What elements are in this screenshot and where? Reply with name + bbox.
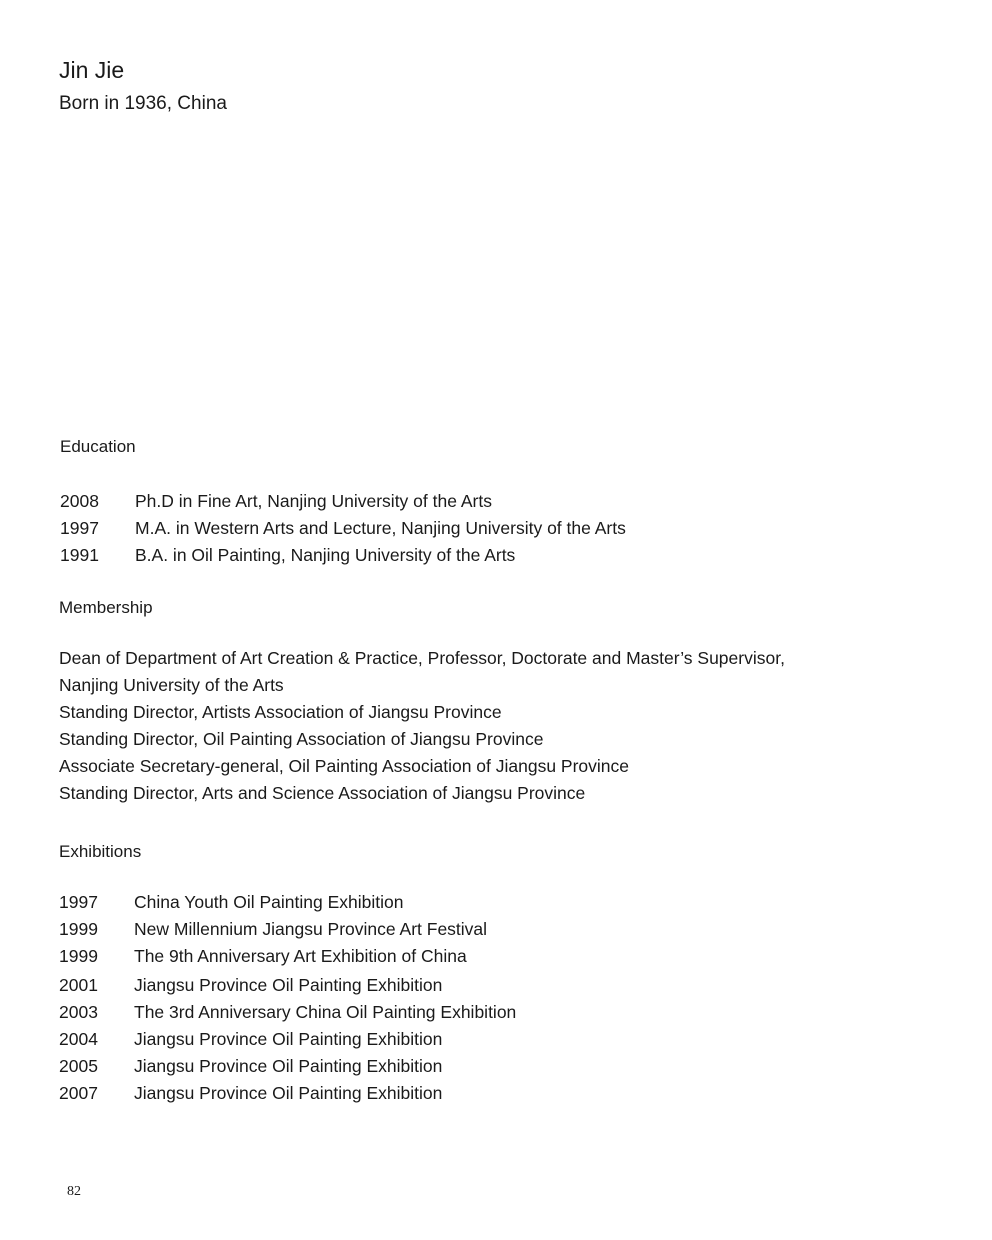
exhibition-year: 2007 [59,1083,98,1103]
membership-line: Standing Director, Oil Painting Association of Jiangsu Province [59,729,544,749]
education-year: 2008 [60,491,99,511]
exhibition-text: The 9th Anniversary Art Exhibition of China [134,946,467,966]
membership-line: Dean of Department of Art Creation & Practice, Professor, Doctorate and Master’s Supervisor, [59,648,785,668]
membership-line: Standing Director, Artists Association of Jiangsu Province [59,702,502,722]
exhibition-text: China Youth Oil Painting Exhibition [134,892,404,912]
page-number: 82 [67,1184,81,1199]
exhibition-text: Jiangsu Province Oil Painting Exhibition [134,1029,443,1049]
exhibition-text: Jiangsu Province Oil Painting Exhibition [134,1056,443,1076]
exhibition-year: 1999 [59,919,98,939]
birth-info: Born in 1936, China [59,93,227,114]
exhibition-year: 2004 [59,1029,98,1049]
exhibition-text: Jiangsu Province Oil Painting Exhibition [134,975,443,995]
membership-heading: Membership [59,598,153,617]
exhibitions-heading: Exhibitions [59,842,142,861]
membership-line: Nanjing University of the Arts [59,675,284,695]
membership-line: Associate Secretary-general, Oil Painting Association of Jiangsu Province [59,756,630,776]
education-heading: Education [60,437,136,456]
education-text: B.A. in Oil Painting, Nanjing University of the Arts [135,545,516,565]
exhibition-year: 1997 [59,892,98,912]
exhibition-year: 2005 [59,1056,98,1076]
education-year: 1997 [60,518,99,538]
exhibition-year: 2001 [59,975,98,995]
artist-name: Jin Jie [59,57,125,83]
education-text: Ph.D in Fine Art, Nanjing University of the Arts [135,491,492,511]
membership-line: Standing Director, Arts and Science Association of Jiangsu Province [59,783,586,803]
education-text: M.A. in Western Arts and Lecture, Nanjing University of the Arts [135,518,626,538]
exhibition-year: 2003 [59,1002,98,1022]
exhibition-year: 1999 [59,946,98,966]
exhibition-text: The 3rd Anniversary China Oil Painting Exhibition [134,1002,517,1022]
exhibition-text: New Millennium Jiangsu Province Art Festival [134,919,488,939]
education-year: 1991 [60,545,99,565]
exhibition-text: Jiangsu Province Oil Painting Exhibition [134,1083,443,1103]
